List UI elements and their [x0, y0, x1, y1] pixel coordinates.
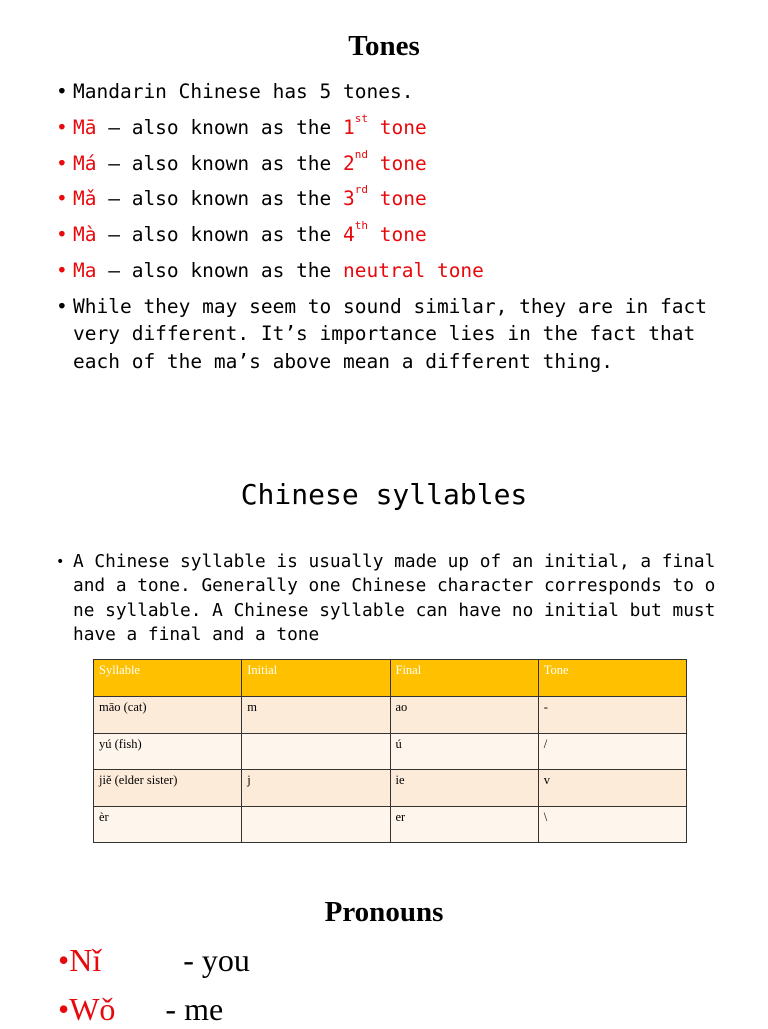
pronoun-meaning: - me [165, 991, 224, 1027]
tone-ordinal [343, 111, 427, 139]
table-header-cell: Initial [242, 660, 390, 697]
bullet: • [56, 554, 65, 570]
tone-ordinal-number: 1 [343, 115, 355, 139]
tone-ordinal-suffix: st [354, 111, 369, 125]
bullet: • [56, 151, 68, 175]
tone-word: tone [368, 223, 427, 247]
tone-text: — also known as the [96, 151, 344, 175]
pronoun-item [58, 940, 250, 980]
table-cell: jiě (elder sister) [94, 770, 242, 807]
tone-word: tone [368, 187, 427, 211]
bullet: • [56, 223, 68, 247]
tones-note-item [56, 293, 716, 376]
table-cell: \ [538, 806, 686, 843]
pronoun-meaning: - you [183, 942, 250, 978]
bullet: • [56, 80, 68, 103]
tone-word: tone [368, 151, 427, 175]
tone-syllable: Má [73, 151, 97, 175]
table-header-cell: Syllable [94, 660, 242, 697]
pronoun-word: Wǒ [69, 991, 116, 1027]
pronouns-title: Pronouns [324, 896, 444, 928]
tones-list [56, 78, 716, 384]
tone-item [56, 147, 716, 178]
syllables-description: A Chinese syllable is usually made up of an initial, a final and a tone. Generally one Chinese character corresponds to one syllable. A Chinese syllable can have no initial but must have a final and a tone [73, 551, 716, 645]
table-header-cell: Tone [538, 660, 686, 697]
tone-ordinal-number: 2 [343, 151, 355, 175]
tone-syllable: Mā [73, 115, 97, 139]
syllables-description-item [56, 550, 716, 647]
table-row [94, 806, 687, 843]
tone-ordinal-suffix: nd [354, 147, 369, 161]
tone-text: — also known as the [96, 115, 344, 139]
tone-ordinal-number: 3 [343, 187, 355, 211]
table-cell: m [242, 697, 390, 734]
tone-ordinal-number: 4 [343, 223, 355, 247]
tones-title: Tones [348, 30, 420, 62]
table-cell: / [538, 733, 686, 770]
bullet: • [56, 294, 68, 318]
table-cell: j [242, 770, 390, 807]
table-header-row [94, 660, 687, 697]
tone-ordinal-suffix: rd [354, 183, 369, 197]
syllable-table [93, 659, 687, 843]
tones-intro: Mandarin Chinese has 5 tones. [73, 80, 414, 103]
tone-item [56, 257, 716, 285]
tone-text: — also known as the [96, 258, 344, 282]
table-cell: ie [390, 770, 538, 807]
table-cell: māo (cat) [94, 697, 242, 734]
table-cell: yú (fish) [94, 733, 242, 770]
table-cell [242, 806, 390, 843]
tone-ordinal-suffix: th [354, 219, 369, 233]
syllables-title: Chinese syllables [240, 478, 528, 511]
tone-syllable: Ma [73, 258, 97, 282]
tone-text: — also known as the [96, 223, 344, 247]
syllables-list [56, 550, 716, 647]
tone-item [56, 111, 716, 142]
tone-syllable: Mǎ [73, 187, 97, 211]
tone-ordinal [343, 219, 427, 247]
table-cell: v [538, 770, 686, 807]
table-header-cell: Final [390, 660, 538, 697]
table-row [94, 733, 687, 770]
pronoun-word: Nǐ [69, 942, 102, 978]
tone-text: — also known as the [96, 187, 344, 211]
tone-ordinal [343, 183, 427, 211]
tone-item [56, 221, 716, 249]
pronoun-item [58, 989, 223, 1029]
table-cell: èr [94, 806, 242, 843]
tone-ordinal [343, 147, 427, 175]
table-cell: er [390, 806, 538, 843]
tones-note: While they may seem to sound similar, they are in fact very different. It’s importance lies in the fact that each of the ma’s above mean a different thing. [73, 294, 707, 373]
tone-syllable: Mà [73, 223, 97, 247]
tone-item [56, 185, 716, 213]
bullet: • [56, 258, 68, 282]
table-row [94, 770, 687, 807]
tone-word: tone [368, 115, 427, 139]
bullet: • [56, 115, 68, 139]
table-cell [242, 733, 390, 770]
table-cell: ú [390, 733, 538, 770]
bullet: • [58, 942, 70, 978]
table-cell: ao [390, 697, 538, 734]
table-row [94, 697, 687, 734]
table-cell: - [538, 697, 686, 734]
tone-word: neutral tone [343, 258, 484, 282]
bullet: • [56, 187, 68, 211]
tones-intro-item [56, 78, 716, 106]
bullet: • [58, 991, 70, 1027]
